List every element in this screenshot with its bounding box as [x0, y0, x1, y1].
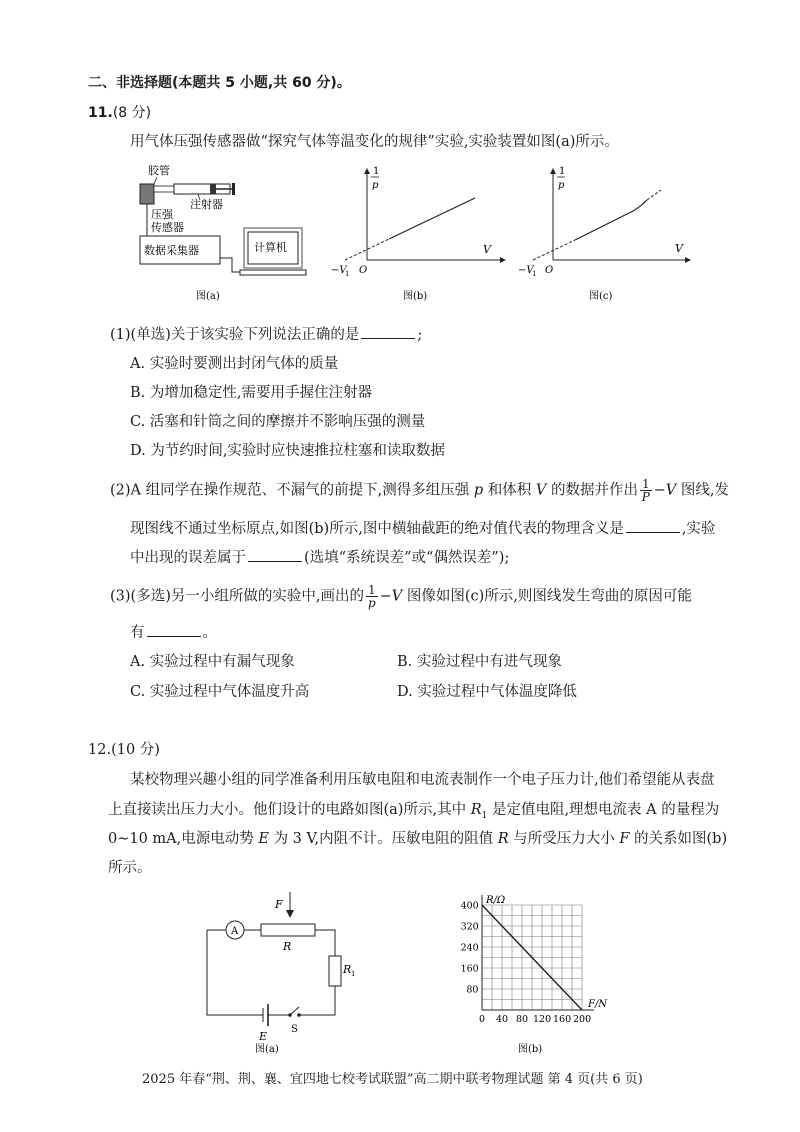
rf-x-tick-label: 40	[496, 1014, 509, 1025]
pressure-resistor	[261, 924, 315, 936]
q12-line2-sub: 1	[481, 810, 488, 821]
q11-part3-line2	[130, 622, 217, 643]
q11-part2-blank2[interactable]	[248, 547, 302, 562]
q11-p2-frac-num: 1	[641, 477, 650, 491]
rf-x-tick-label: 120	[533, 1014, 552, 1025]
fig-a-caption: 图(a)	[196, 291, 220, 302]
q12-line3-f: F	[619, 831, 630, 847]
q12-line2-r: R	[470, 802, 482, 818]
q11-p3-fraction	[366, 584, 378, 609]
q11-part3-blank[interactable]	[147, 622, 201, 637]
q11-part3-line1	[110, 584, 692, 609]
rf-ylabel: R/Ω	[486, 895, 506, 906]
q11-p3-text-c: 图像如图(c)所示,则图线发生弯曲的原因可能	[402, 588, 692, 605]
circuit-r1-label: R	[343, 963, 352, 976]
sensor-block	[140, 184, 154, 204]
fig-a-sensor-label-1: 压强	[151, 208, 173, 221]
q11-p1-option-c: C. 活塞和针筒之间的摩擦并不影响压强的测量	[130, 414, 426, 430]
rf-y-tick-label: 80	[466, 984, 479, 996]
q11-p2-text-e: 图线,发	[676, 482, 729, 499]
q11-p3-option-c: C. 实验过程中气体温度升高	[130, 684, 310, 700]
q11-p3-option-a: A. 实验过程中有漏气现象	[130, 654, 295, 670]
q11-p2-p: p	[473, 482, 484, 499]
rf-caption: 图(b)	[518, 1044, 543, 1055]
rf-y-tick-label: 160	[460, 963, 479, 975]
fig-a-tube-label: 胶管	[148, 164, 170, 177]
fig-b-xlabel: V	[483, 243, 491, 256]
q11-heading	[88, 102, 151, 122]
q11-p1-option-a: A. 实验时要测出封闭气体的质量	[130, 356, 339, 372]
fig-c-curve	[575, 200, 647, 240]
q11-part1-stem: (1)(单选)关于该实验下列说法正确的是	[110, 327, 360, 343]
circuit-switch-label: S	[291, 1024, 298, 1035]
q11-p2-fraction	[640, 478, 652, 503]
q11-part2-line2	[130, 518, 715, 539]
rf-xlabel: F/N	[588, 999, 608, 1010]
q11-p3-line2-end: 。	[202, 625, 217, 641]
fig-b-ylabel-num: 1	[373, 166, 380, 177]
fig-a-sensor-label-2: 传感器	[151, 221, 184, 234]
q11-p3-minus: −	[379, 588, 392, 605]
fig-b-ylabel-den: p	[372, 180, 379, 191]
q11-intro: 用气体压强传感器做“探究气体等温变化的规律”实验,实验装置如图(a)所示。	[130, 134, 619, 150]
fig-c-origin: O	[545, 265, 554, 276]
rf-x-tick-label: 200	[573, 1014, 592, 1025]
q12-line3-c: 与所受压力大小	[508, 831, 620, 847]
fig-b-caption: 图(b)	[403, 291, 428, 302]
fig-a-syringe-label: 注射器	[190, 198, 223, 211]
q11-part2-line3	[130, 547, 509, 568]
rf-y-tick-label: 320	[460, 921, 479, 933]
fig-b-origin: O	[359, 265, 368, 276]
q11-p3-option-b: B. 实验过程中有进气现象	[397, 654, 562, 670]
q11-p2-text-a: (2)A 组同学在操作规范、不漏气的前提下,测得多组压强	[110, 482, 474, 499]
fig-c-intercept-sub: 1	[532, 270, 537, 278]
q12-para-line1: 某校物理兴趣小组的同学准备利用压敏电阻和电流表制作一个电子压力计,他们希望能从表盘	[130, 772, 715, 788]
rf-x-tick-label: 80	[516, 1014, 529, 1025]
q11-p2-text-b: 和体积	[483, 482, 536, 499]
q11-p2-line2-text: 现图线不通过坐标原点,如图(b)所示,图中横轴截距的绝对值代表的物理含义是	[130, 521, 624, 537]
fixed-resistor-r1	[329, 956, 341, 986]
q11-p3-minus-v: V	[391, 588, 403, 605]
q12-line2-a: 上直接读出压力大小。他们设计的电路如图(a)所示,其中	[108, 802, 471, 818]
q12-line3-r: R	[497, 831, 509, 847]
q11-p3-text-a: (3)(多选)另一小组所做的实验中,画出的	[110, 588, 364, 605]
fig-c-intercept: −V	[518, 265, 534, 276]
circuit-caption: 图(a)	[255, 1044, 279, 1055]
rf-y-tick-label: 400	[460, 900, 479, 912]
circuit-force-label: F	[275, 898, 283, 911]
q12-score: (10 分)	[111, 742, 160, 758]
q11-score: (8 分)	[112, 105, 152, 121]
fig-c-xlabel: V	[675, 242, 683, 255]
fig-c-ylabel-num: 1	[559, 166, 566, 177]
q12-line2-b: 是定值电阻,理想电流表 A 的量程为	[487, 802, 720, 818]
q11-part1	[110, 324, 422, 345]
q11-part1-end: ;	[417, 327, 423, 343]
q11-p3-line2-text: 有	[130, 625, 145, 641]
circuit-r1-sub: 1	[351, 970, 356, 978]
fig-b-intercept-sub: 1	[345, 270, 350, 278]
q12-rf-graph	[430, 890, 630, 1055]
section-title: 二、非选择题(本题共 5 小题,共 60 分)。	[88, 75, 351, 91]
fig-b-line	[389, 198, 475, 239]
q11-p3-option-d: D. 实验过程中气体温度降低	[397, 684, 577, 700]
rf-y-tick-label: 240	[460, 942, 479, 954]
rf-x-tick-label: 0	[479, 1014, 486, 1025]
q11-p2-minus: −	[653, 482, 666, 499]
fig-a-computer-label: 计算机	[254, 241, 287, 254]
q11-part2-line1	[110, 478, 729, 503]
fig-b-intercept: −V	[331, 265, 347, 276]
circuit-ammeter-label: A	[231, 926, 239, 937]
q12-number: 12.	[88, 742, 112, 758]
q11-p2-line3-end: (选填“系统误差”或“偶然误差”);	[304, 550, 510, 566]
fig-c-caption: 图(c)	[589, 291, 613, 302]
q11-p1-option-d: D. 为节约时间,实验时应快速推拉柱塞和读取数据	[130, 443, 445, 459]
q12-para-line4: 所示。	[108, 860, 152, 876]
q11-p2-line2-end: ,实验	[681, 521, 716, 537]
page-footer: 2025 年春“荆、荆、襄、宜四地七校考试联盟”高二期中联考物理试题 第 4 页(共 6 页)	[142, 1072, 643, 1087]
q11-fig-a	[120, 160, 320, 310]
q11-p2-v: V	[535, 482, 547, 499]
q11-p2-frac-den: P	[641, 490, 650, 504]
q12-line3-e: E	[258, 831, 269, 847]
q12-line3-d: 的关系如图(b)	[629, 831, 728, 847]
circuit-resistor-label: R	[283, 940, 292, 953]
q12-para-line3	[108, 829, 727, 849]
q12-line3-b: 为 3 V,内阻不计。压敏电阻的阻值	[268, 831, 498, 847]
q12-heading	[88, 740, 160, 760]
q11-number: 11.	[88, 105, 113, 121]
q11-p2-minus-v: V	[665, 482, 677, 499]
q12-circuit	[195, 890, 365, 1055]
q11-part2-blank1[interactable]	[626, 518, 680, 533]
fig-c-ylabel-den: p	[558, 180, 565, 191]
q11-fig-c	[515, 160, 700, 310]
q11-p1-option-b: B. 为增加稳定性,需要用手握住注射器	[130, 385, 372, 401]
q11-p2-text-c: 的数据并作出	[546, 482, 638, 499]
q11-p3-frac-den: p	[367, 596, 376, 610]
q11-p2-line3-text: 中出现的误差属于	[130, 550, 246, 566]
q11-fig-b	[325, 160, 510, 310]
q12-para-line2	[108, 800, 719, 826]
switch-symbol	[290, 1007, 299, 1015]
rf-x-tick-label: 160	[553, 1014, 572, 1025]
q12-line3-a: 0∼10 mA,电源电动势	[108, 831, 259, 847]
q11-p3-frac-num: 1	[367, 583, 376, 597]
circuit-emf-label: E	[259, 1030, 268, 1043]
q11-part1-blank[interactable]	[361, 324, 415, 339]
fig-a-collector-label: 数据采集器	[144, 244, 199, 257]
